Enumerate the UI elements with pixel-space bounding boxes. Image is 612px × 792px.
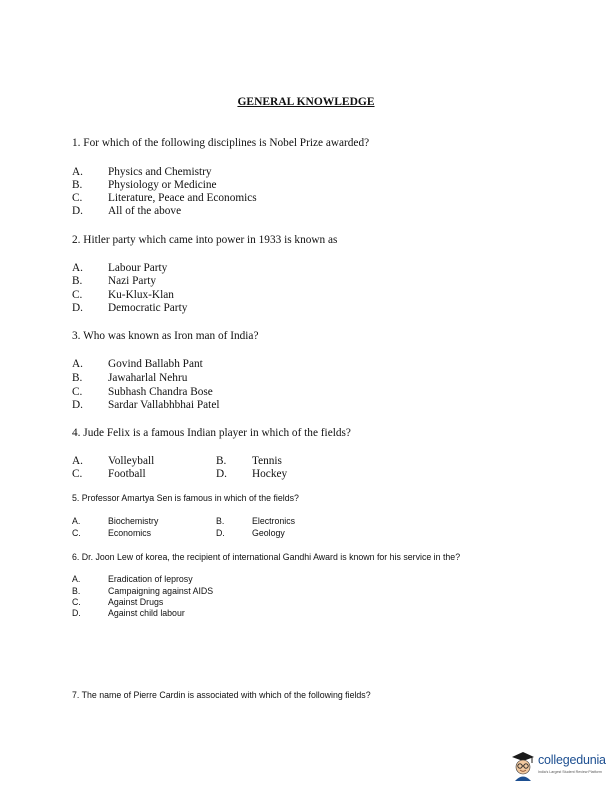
question-4: 4. Jude Felix is a famous Indian player in which of the fields?	[72, 427, 351, 439]
logo-wordmark: collegedunia	[538, 753, 606, 767]
question-7: 7. The name of Pierre Cardin is associated with which of the following fields?	[72, 690, 371, 700]
question-1: 1. For which of the following disciplines is Nobel Prize awarded?	[72, 137, 370, 149]
question-2: 2. Hitler party which came into power in 1933 is known as	[72, 234, 338, 246]
student-mascot-icon	[510, 750, 536, 782]
collegedunia-logo	[510, 750, 610, 784]
question-3: 3. Who was known as Iron man of India?	[72, 330, 259, 342]
question-6: 6. Dr. Joon Lew of korea, the recipient of international Gandhi Award is known for his service in the?	[72, 552, 461, 562]
logo-tagline: India's Largest Student Review Platform	[538, 770, 602, 774]
page-title: GENERAL KNOWLEDGE	[237, 96, 375, 108]
question-5: 5. Professor Amartya Sen is famous in which of the fields?	[72, 493, 299, 503]
document-page: GENERAL KNOWLEDGE 1. For which of the following disciplines is Nobel Prize awarded? A. Physics and Chemistry B. Physiology or Medicine C. Literature, Peace and Economics D. All of the above 2. Hitler party which came into power in 1933 is known as A. Labour Party B. Nazi Party C. Ku-Klux-Klan D. Democratic Party 3. Who was known as Iron man of India? A. Govind Ballabh Pant B. Jawaharlal Nehru C. Subhash Chandra Bose D. Sardar Vallabhbhai Patel 4. Jude Felix is a famous Indian player in which of the fields? A. Volleyball B. Tennis C. Football D. Hockey 5. Professor Amartya Sen is famous in which of the fields? A. Biochemistry B. Electronics C. Economics D. Geology 6. Dr. Joon Lew of korea, the recipient of international Gandhi Award is known for his service in the? A. Eradication of leprosy B. Campaigning against AIDS C. Against Drugs D. Against child labour 7. The name of Pierre Cardin is associated with which of the following fields? collegedunia India's Largest Student Review Platform	[0, 0, 612, 792]
